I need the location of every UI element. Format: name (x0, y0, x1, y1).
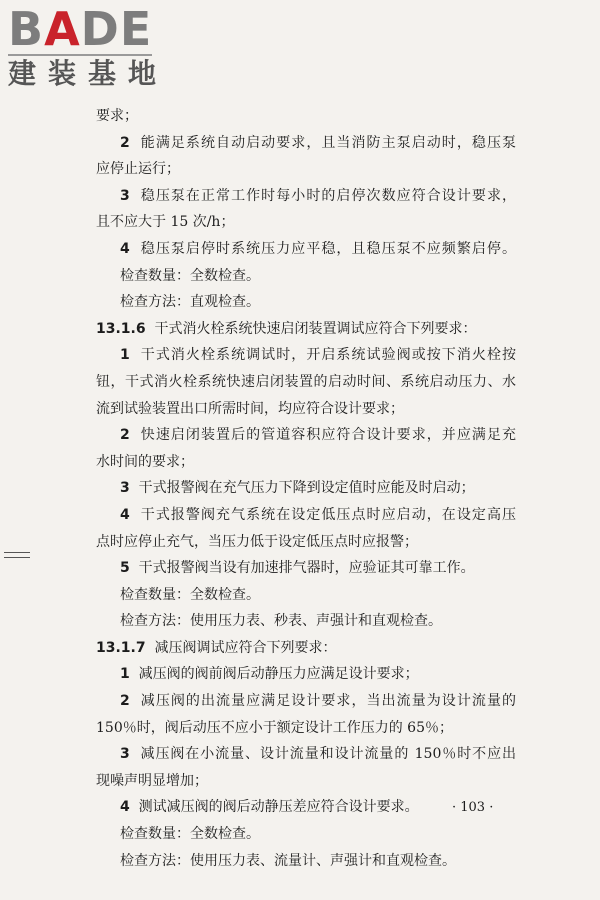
line-text: 应停止运行； (96, 161, 180, 178)
text-line (96, 502, 516, 529)
item-number: 4 (120, 240, 130, 257)
item-number: 3 (120, 187, 130, 204)
line-text: 检查数量：全数检查。 (120, 586, 260, 603)
text-line (96, 661, 516, 688)
logo-letter-a: A (44, 2, 81, 56)
logo-letter-b: B (8, 2, 45, 56)
item-number: 3 (120, 746, 130, 763)
logo-subtitle: 建装基地 (8, 57, 169, 90)
text-line (96, 688, 516, 715)
text-line (96, 715, 516, 742)
clause-heading (96, 635, 516, 662)
line-text: 点时应停止充气，当压力低于设定低压点时应报警； (96, 533, 418, 550)
page-number: · 103 · (452, 800, 494, 815)
text-line (96, 209, 516, 236)
bade-logo (8, 4, 178, 92)
line-text: 稳压泵在正常工作时每小时的启停次数应符合设计要求， (140, 187, 517, 204)
line-text: 检查方法：使用压力表、秒表、声强计和直观检查。 (120, 613, 442, 630)
text-line (96, 529, 516, 556)
text-line (96, 103, 516, 130)
text-line (96, 821, 516, 848)
item-number: 13.1.6 (96, 320, 146, 337)
line-text: 检查方法：直观检查。 (120, 294, 260, 311)
line-text: 现噪声明显增加； (96, 772, 208, 789)
line-text: 检查数量：全数检查。 (120, 267, 260, 284)
line-text: 流到试验装置出口所需时间，均应符合设计要求； (96, 400, 404, 417)
line-text: 检查方法：使用压力表、流量计、声强计和直观检查。 (120, 852, 456, 869)
text-line (96, 422, 516, 449)
line-text: 快速启闭装置后的管道容积应符合设计要求，并应满足充 (140, 427, 517, 444)
item-number: 1 (120, 347, 130, 364)
line-text: 减压阀调试应符合下列要求： (154, 639, 337, 656)
text-line (96, 608, 516, 635)
line-text: 干式报警阀充气系统在设定低压点时应启动，在设定高压 (140, 506, 517, 523)
line-text: 150％时，阀后动压不应小于额定设计工作压力的 65％； (96, 719, 453, 736)
text-line (96, 848, 516, 875)
logo-wordmark (8, 4, 152, 56)
line-text: 干式消火栓系统快速启闭装置调试应符合下列要求： (154, 320, 477, 337)
line-text: 水时间的要求； (96, 453, 194, 470)
text-line (96, 396, 516, 423)
page-body (96, 103, 516, 874)
clause-heading (96, 316, 516, 343)
line-text: 且不应大于 15 次/h； (96, 214, 235, 231)
item-number: 4 (120, 799, 130, 816)
line-text: 测试减压阀的阀后动静压差应符合设计要求。 (138, 799, 419, 816)
item-number: 2 (120, 693, 130, 710)
line-text: 能满足系统自动启动要求，且当消防主泵启动时，稳压泵 (140, 134, 517, 151)
text-line (96, 449, 516, 476)
line-text: 钮，干式消火栓系统快速启闭装置的启动时间、系统启动压力、水 (96, 373, 516, 390)
text-line (96, 156, 516, 183)
item-number: 2 (120, 427, 130, 444)
margin-mark (4, 552, 30, 558)
item-number: 5 (120, 560, 130, 577)
text-line (96, 741, 516, 768)
line-text: 要求； (96, 108, 138, 124)
text-line (96, 582, 516, 609)
item-number: 13.1.7 (96, 639, 146, 656)
line-text: 检查数量：全数检查。 (120, 826, 260, 843)
text-line (96, 263, 516, 290)
text-line (96, 555, 516, 582)
text-line (96, 475, 516, 502)
line-text: 干式报警阀当设有加速排气器时，应验证其可靠工作。 (138, 560, 475, 577)
line-text: 减压阀在小流量、设计流量和设计流量的 150％时不应出 (140, 746, 516, 763)
logo-letters-de: DE (80, 2, 153, 56)
text-line (96, 369, 516, 396)
text-line (96, 130, 516, 157)
item-number: 4 (120, 506, 130, 523)
text-line (96, 289, 516, 316)
line-text: 干式消火栓系统调试时，开启系统试验阀或按下消火栓按 (140, 347, 517, 364)
line-text: 干式报警阀在充气压力下降到设定值时应能及时启动； (138, 480, 475, 497)
item-number: 3 (120, 480, 130, 497)
text-line (96, 183, 516, 210)
item-number: 2 (120, 134, 130, 151)
line-text: 减压阀的阀前阀后动静压力应满足设计要求； (138, 666, 419, 683)
line-text: 稳压泵启停时系统压力应平稳，且稳压泵不应频繁启停。 (140, 240, 517, 257)
text-line (96, 768, 516, 795)
line-text: 减压阀的出流量应满足设计要求，当出流量为设计流量的 (140, 693, 517, 710)
item-number: 1 (120, 666, 130, 683)
text-line (96, 342, 516, 369)
text-line (96, 236, 516, 263)
